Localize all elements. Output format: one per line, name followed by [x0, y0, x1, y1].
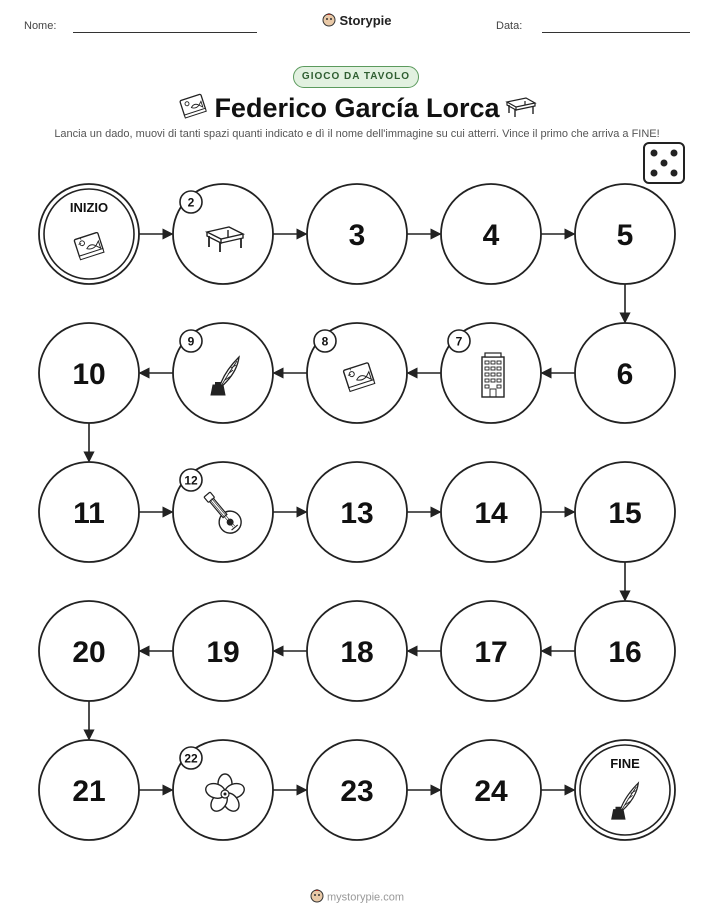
board-space[interactable] [307, 740, 407, 840]
dice-five-icon [644, 143, 684, 183]
space-number-badge: 8 [321, 334, 329, 349]
space-number: 11 [73, 497, 105, 530]
space-number: 20 [72, 636, 106, 669]
space-number: 16 [608, 636, 642, 669]
board-space[interactable] [173, 184, 273, 284]
board-space[interactable] [441, 184, 541, 284]
board-space[interactable] [441, 323, 541, 423]
category-badge: GIOCO DA TAVOLO [293, 66, 419, 88]
mascot-icon [310, 889, 324, 906]
board-space[interactable] [39, 601, 139, 701]
board-space[interactable] [39, 323, 139, 423]
finish-space[interactable] [575, 740, 675, 840]
instructions: Lancia un dado, muovi di tanti spazi quanti indicato e dì il nome dell'immagine su cui atterri. Vince il primo che arriva a FINE! [54, 128, 660, 140]
space-number: 24 [474, 775, 508, 808]
space-number: 4 [482, 219, 500, 252]
board-space[interactable] [441, 601, 541, 701]
space-number: 15 [608, 497, 642, 530]
footer [0, 889, 714, 906]
board-space[interactable] [575, 462, 675, 562]
board-space[interactable] [307, 323, 407, 423]
start-space[interactable] [39, 184, 139, 284]
space-number: 21 [72, 775, 106, 808]
building-icon [482, 353, 504, 397]
board-space[interactable] [441, 740, 541, 840]
board-space[interactable] [307, 462, 407, 562]
space-number: 6 [616, 358, 634, 391]
space-number: 3 [348, 219, 366, 252]
space-number-badge: 2 [187, 195, 195, 210]
footer-url[interactable]: mystorypie.com [326, 891, 405, 904]
space-number: 23 [340, 775, 374, 808]
space-number: 5 [616, 219, 634, 252]
board-space[interactable] [307, 601, 407, 701]
page-title: Federico García Lorca [214, 93, 500, 123]
brand-name: Storypie [339, 13, 392, 28]
space-label: FINE [610, 756, 640, 771]
board-space[interactable] [441, 462, 541, 562]
space-number-badge: 9 [187, 334, 195, 349]
board-space[interactable] [39, 462, 139, 562]
space-number: 13 [340, 497, 374, 530]
board-space[interactable] [575, 184, 675, 284]
space-number: 19 [206, 636, 240, 669]
space-number: 14 [474, 497, 508, 530]
board-space[interactable] [173, 601, 273, 701]
board-space[interactable] [173, 740, 273, 840]
date-label: Data: [496, 20, 523, 32]
space-number-badge: 12 [184, 473, 198, 488]
space-number: 17 [474, 636, 508, 669]
space-label: INIZIO [69, 200, 109, 215]
space-number: 18 [340, 636, 374, 669]
board-space[interactable] [575, 323, 675, 423]
name-label: Nome: [24, 20, 57, 32]
space-number-badge: 7 [455, 334, 463, 349]
board-space[interactable] [173, 323, 273, 423]
board-space[interactable] [307, 184, 407, 284]
board-space[interactable] [39, 740, 139, 840]
board-space[interactable] [173, 462, 273, 562]
board-space[interactable] [575, 601, 675, 701]
space-number-badge: 22 [184, 751, 198, 766]
space-number: 10 [72, 358, 106, 391]
